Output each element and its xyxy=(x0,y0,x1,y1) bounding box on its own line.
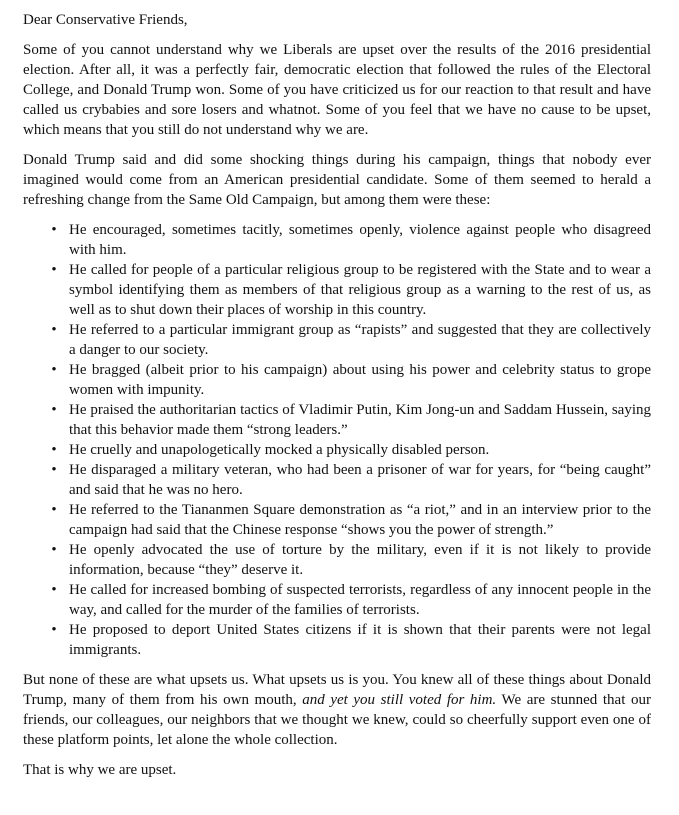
bullet-icon: • xyxy=(51,402,57,418)
paragraph-conclusion xyxy=(23,670,651,750)
list-item-text: He called for people of a particular religious group to be registered with the State and to wear a symbol identifying them as members of that religious group as a warning to the rest of us, as well as to shut down their places of worship in this country. xyxy=(69,262,651,318)
bullet-icon: • xyxy=(51,322,57,338)
conclusion-text-end: We are stunned that our friends, our colleagues, our neighbors that we thought we knew, could so cheerfully support even one of these platform points, let alone the whole collection. xyxy=(23,692,651,748)
bullet-list xyxy=(23,220,651,660)
bullet-icon: • xyxy=(51,262,57,278)
list-item xyxy=(23,360,651,400)
list-item xyxy=(23,320,651,360)
closing-line: That is why we are upset. xyxy=(23,762,177,778)
list-item-text: He cruelly and unapologetically mocked a physically disabled person. xyxy=(69,442,490,458)
list-item xyxy=(23,220,651,260)
bullet-icon: • xyxy=(51,362,57,378)
bullet-icon: • xyxy=(51,582,57,598)
list-item-text: He called for increased bombing of suspected terrorists, regardless of any innocent people in the way, and called for the murder of the families of terrorists. xyxy=(69,582,651,618)
list-item xyxy=(23,440,651,460)
list-item-text: He encouraged, sometimes tacitly, sometimes openly, violence against people who disagreed with him. xyxy=(69,222,651,258)
bullet-icon: • xyxy=(51,502,57,518)
list-item-text: He openly advocated the use of torture by the military, even if it is not likely to provide information, because “they” deserve it. xyxy=(69,542,651,578)
list-item xyxy=(23,460,651,500)
list-item-text: He bragged (albeit prior to his campaign) about using his power and celebrity status to grope women with impunity. xyxy=(69,362,651,398)
bullet-icon: • xyxy=(51,442,57,458)
salutation: Dear Conservative Friends, xyxy=(23,12,188,28)
list-item xyxy=(23,400,651,440)
list-item-text: He praised the authoritarian tactics of Vladimir Putin, Kim Jong-un and Saddam Hussein, saying that this behavior made them “strong leaders.” xyxy=(69,402,651,438)
paragraph-campaign: Donald Trump said and did some shocking things during his campaign, things that nobody ever imagined would come from an American presidential candidate. Some of them seemed to herald a refreshing change from the Same Old Campaign, but among them were these: xyxy=(23,152,651,208)
paragraph-intro: Some of you cannot understand why we Liberals are upset over the results of the 2016 presidential election. After all, it was a perfectly fair, democratic election that followed the rules of the Electoral College, and Donald Trump won. Some of you have criticized us for our reaction to that result and have called us crybabies and sore losers and whatnot. Some of you feel that we have no cause to be upset, which means that you still do not understand why we are. xyxy=(23,42,651,138)
conclusion-text-emphasis: and yet you still voted for him. xyxy=(302,692,497,708)
conclusion-text-start: But none of these are what upsets us. What upsets us is you. You knew all of these things about Donald Trump, many of them from his own mouth, xyxy=(23,672,651,708)
bullet-icon: • xyxy=(51,222,57,238)
list-item xyxy=(23,540,651,580)
list-item xyxy=(23,620,651,660)
list-item-text: He proposed to deport United States citizens if it is shown that their parents were not legal immigrants. xyxy=(69,622,651,658)
list-item xyxy=(23,500,651,540)
list-item xyxy=(23,260,651,320)
list-item-text: He disparaged a military veteran, who had been a prisoner of war for years, for “being caught” and said that he was no hero. xyxy=(69,462,651,498)
list-item-text: He referred to the Tiananmen Square demonstration as “a riot,” and in an interview prior to the campaign had said that the Chinese response “shows you the power of strength.” xyxy=(69,502,651,538)
list-item xyxy=(23,580,651,620)
bullet-icon: • xyxy=(51,542,57,558)
list-item-text: He referred to a particular immigrant group as “rapists” and suggested that they are collectively a danger to our society. xyxy=(69,322,651,358)
bullet-icon: • xyxy=(51,462,57,478)
bullet-icon: • xyxy=(51,622,57,638)
